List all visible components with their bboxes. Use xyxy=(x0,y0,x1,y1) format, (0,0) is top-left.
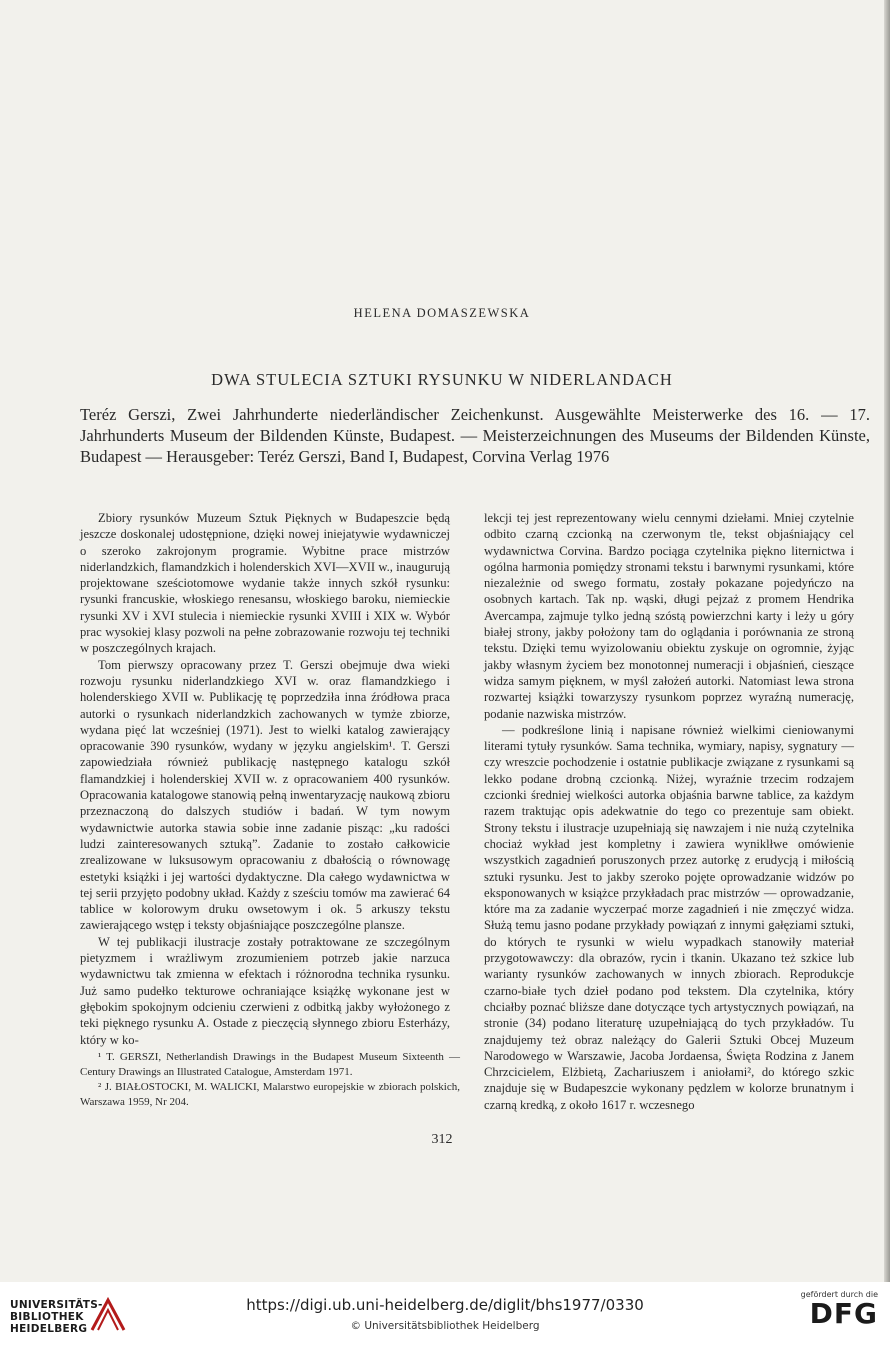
paragraph: W tej publikacji ilustracje zostały potraktowane ze szczególnym pietyzmem i wrażliwym zrozumieniem potrzeb jakie narzuca wydawnictwu tak zmienna w efektach i różnorodna technika rysunku. Już samo pudełko tekturowe ochraniające książkę wykonane jest w głębokim spokojnym odcieniu czerwieni z odbitką jakby wyłożonego z teki pięknego rysunku A. Ostade z pieczęcią słynnego zbioru Esterházy, który w ko- xyxy=(80,934,450,1047)
article-author: HELENA DOMASZEWSKA xyxy=(353,306,531,320)
footnote: ¹ T. GERSZI, Netherlandish Drawings in the Budapest Museum Sixteenth — Century Drawings an Illustrated Catalogue, Amsterdam 1971. xyxy=(80,1051,460,1078)
footnote: ² J. BIAŁOSTOCKI, M. WALICKI, Malarstwo europejskie w zbiorach polskich, Warszawa 1959, Nr 204. xyxy=(80,1081,460,1108)
dfg-sponsor[interactable] xyxy=(768,1290,878,1329)
paragraph: — podkreślone linią i napisane również wielkimi cieniowanymi literami tytuły rysunków. Sama technika, wymiary, napisy, sygnatury — czy wreszcie pochodzenie i ostatnie publikacje związane z rysunkami są lekko podane drobną czcionką. Niżej, wyraźnie trzecim rodzajem czcionki średniej wielkości autorka objaśnia barwne tablice, za każdym razem traktując opis adekwatnie do tego co prezentuje sam obiekt. Strony tekstu i ilustracje uzupełniają się nawzajem i nie nużą czytelnika chociaż wykład jest kompletny i zawiera wyniklłwe omówienie wszystkich zagadnień poruszonych przez autorkę z erudycją i miłością sztuki rysunku. Jest to jakby szeroko pojęte oprowadzanie widzów po eksponowanych w książce przykładach prac mistrzów — oprowadzanie, które ma za zadanie wyczerpać morze zagadnień i nie zmęczyć widza. Służą temu jasno podane przykłady powiązań z innymi gałęziami sztuki, do których te rysunki w wielu wypadkach stanowiły materiał przygotowawczy: dla obrazów, rycin i tkanin. Ukazano też szkice lub warianty rysunków zachowanych w innych zbiorach. Reprodukcje czarno-białe tych dzieł podano pod tekstem. Dla czytelnika, który chciałby poznać bliższe dane dotyczące tych artystycznych powiązań, na stronie (34) podano literaturę uzupełniającą do tych przykładów. Tu znajdujemy też obraz należący do Galerii Sztuki Obcej Muzeum Narodowego w Warszawie, Jacoba Jordaensa, Święta Rodzina z Janem Chrzcicielem, Elżbietą, Zachariuszem i aniołami², do którego szkic znajduje się w Budapeszcie wykonany pędzlem w kolorze brunatnym i czarną kredką, z około 1617 r. wczesnego xyxy=(484,722,854,1112)
page-url-link[interactable]: https://digi.ub.uni-heidelberg.de/diglit/bhs1977/0330 xyxy=(246,1296,644,1314)
book-reference: Teréz Gerszi, Zwei Jahrhunderte niederländischer Zeichenkunst. Ausgewählte Meisterwerke des 16. — 17. Jahrhunderts Museum der Bildenden Künste, Budapest. — Meisterzeichnungen des Museums der Bildenden Künste, Budapest — Herausgeber: Teréz Gerszi, Band I, Budapest, Corvina Verlag 1976 xyxy=(80,405,870,466)
sponsor-caption: gefördert durch die xyxy=(800,1290,878,1299)
dfg-logo: DFG xyxy=(809,1297,878,1330)
footnotes xyxy=(80,1050,460,1110)
paragraph: lekcji tej jest reprezentowany wielu cennymi dziełami. Mniej czytelnie odbito czarną czcionką na czerwonym tle, tekst objaśniający cel wydawnictwa Corvina. Bardzo pociąga czytelnika piękno liternictwa i ogólna harmonia pomiędzy stronami tekstu i barwnymi rysunkami, które niezależnie od swego formatu, zostały pokazane pojedyńczo na osobnych kartach. Tak np. wąski, długi pejzaż z promem Hendrika Avercampa, zajmuje tylko jedną szóstą powierzchni karty i leży u góry białej strony, jakby położony tam do oglądania i porównania ze stroną tekstu. Dzięki temu wyizolowaniu obiektu zyskuje on ogromnie, żyjąc jakby własnym życiem bez monotonnej numeracji i objaśnień, cieszące widza samym pięknem, w myśl założeń autorki. Natomiast lewa strona rozwartej książki towarzyszy rysunkom poprzez wyraźną numerację, podanie nazwiska mistrzów. xyxy=(484,511,854,721)
paragraph: Zbiory rysunków Muzeum Sztuk Pięknych w Budapeszcie będą jeszcze doskonalej udostępnione, dzięki nowej iniejatywie wydawniczej o szeroko zakrojonym programie. Wybitne prace mistrzów niderlandzkich, flamandzkich i holenderskich XVI—XVII w., inaugurują projektowane sześciotomowe wydanie także innych szkół rysunku: rysunki francuskie, włoskiego renesansu, włoskiego baroku, niemieckie rysunki XV i XVI stulecia i niemieckie rysunki XVIII i XIX w. Wybór prac wysokiej klasy pozwoli na pełne zobrazowanie rozwoju tej techniki w poszczególnych krajach. xyxy=(80,511,450,656)
library-name: UNIVERSITÄTS- BIBLIOTHEK HEIDELBERG xyxy=(10,1299,103,1335)
text-column-left xyxy=(80,510,450,1048)
page-number: 312 xyxy=(431,1132,453,1147)
page-edge xyxy=(884,0,890,1282)
text-column-right xyxy=(484,510,854,1113)
copyright-notice: © Universitätsbibliothek Heidelberg xyxy=(350,1320,540,1332)
viewer-footer xyxy=(0,1282,890,1346)
paragraph: Tom pierwszy opracowany przez T. Gerszi obejmuje dwa wieki rozwoju rysunku niderlandzkiego XVI w. oraz flamandzkiego i holenderskiego XVII w. Publikację tę poprzedziła inna źródłowa praca autorki o rysunkach niderlandzkich zachowanych w tymże zbiorze, wydana pięć lat wcześniej (1971). Jest to wielki katalog zawierający opracowanie 390 rysunków, wydany w języku angielskim¹. T. Gerszi zapowiedziała również publikację następnego katalogu szkół flamandzkiej i holenderskiej XVII w. z opracowaniem 400 rysunków. Opracowania katalogowe stanowią pełną inwentaryzację naukową zbioru przeznaczoną do dalszych studiów i badań. W tym nowym wydawnictwie autorka stawia sobie inne zadanie pisząc: „ku radości ludzi zainteresowanych sztuką”. Zadanie to zostało całkowicie zrealizowane w luksusowym opracowaniu z dbałością o równowagę estetyki książki i jej wartości dydaktyczne. Dla całego wydawnictwa w tej serii przyjęto podobny układ. Każdy z sześciu tomów ma zawierać 64 tablice w kolorowym druku owsetowym i ok. 5 arkuszy tekstu zawierającego wstęp i teksty objaśniające poszczególne plansze. xyxy=(80,657,450,933)
article-title: DWA STULECIA SZTUKI RYSUNKU W NIDERLANDACH xyxy=(211,370,673,389)
